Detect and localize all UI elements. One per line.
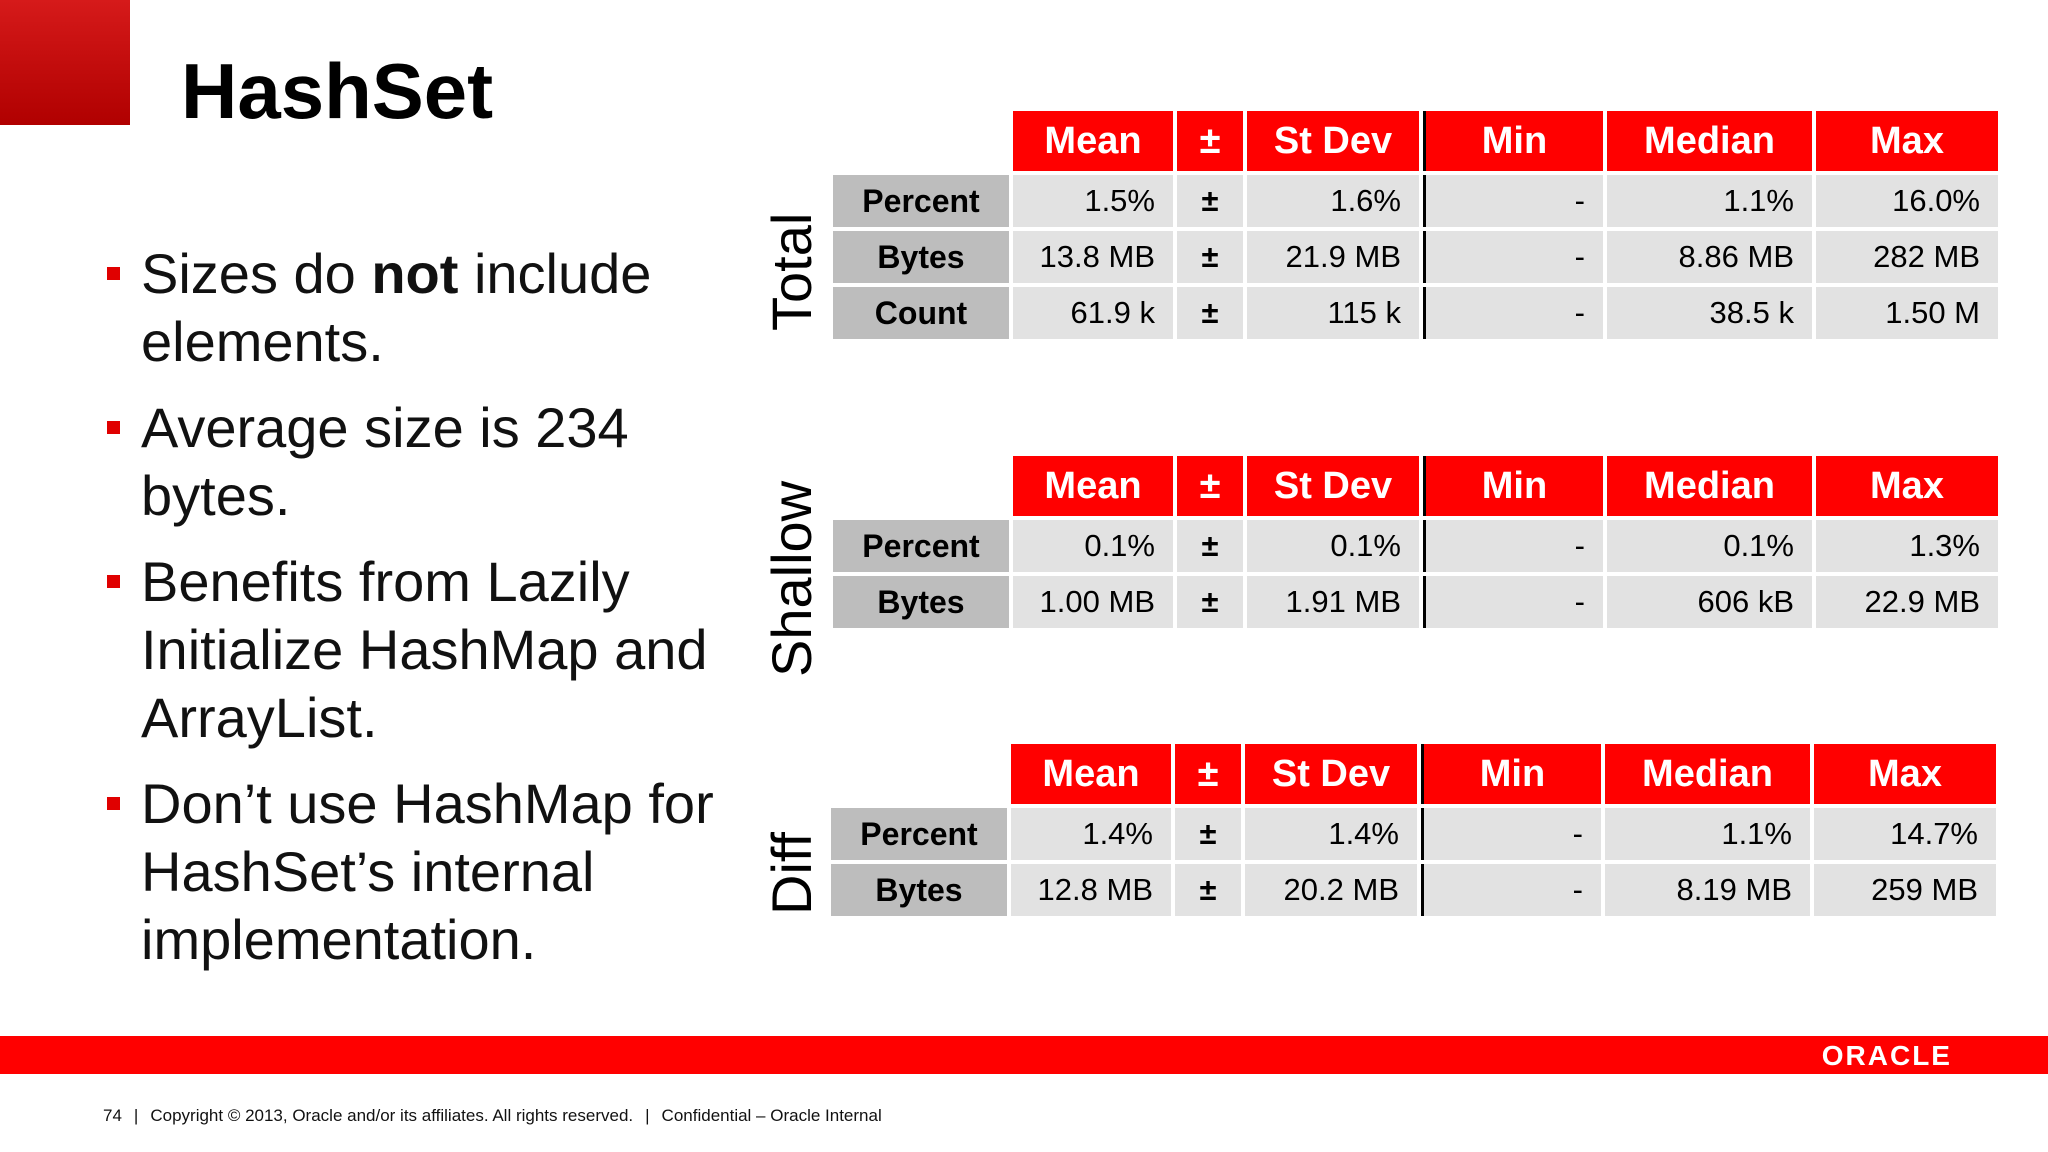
header-median: Median [1605,744,1810,804]
header-min: Min [1421,744,1601,804]
cell-mean: 0.1% [1013,520,1173,572]
bullet-text: include elements. [141,242,652,373]
cell-plus-minus: ± [1175,864,1241,916]
cell-plus-minus: ± [1177,175,1243,227]
row-label: Bytes [833,231,1009,283]
cell-median: 606 kB [1607,576,1812,628]
cell-median: 8.19 MB [1605,864,1810,916]
header-plus-minus: ± [1177,456,1243,516]
header-mean: Mean [1011,744,1171,804]
header-mean: Mean [1013,456,1173,516]
header-max: Max [1814,744,1996,804]
cell-max: 259 MB [1814,864,1996,916]
cell-plus-minus: ± [1177,287,1243,339]
header-blank [831,744,1007,804]
table-row [833,520,1998,572]
footer-info [103,1106,882,1126]
bullet-item [104,394,744,530]
cell-min: - [1423,175,1603,227]
row-label: Count [833,287,1009,339]
bullet-item [104,240,744,376]
cell-mean: 61.9 k [1013,287,1173,339]
header-plus-minus: ± [1177,111,1243,171]
bullet-emphasis: not [371,242,459,305]
header-max: Max [1816,456,1998,516]
cell-max: 22.9 MB [1816,576,1998,628]
section-label-shallow: Shallow [760,480,823,677]
cell-mean: 12.8 MB [1011,864,1171,916]
cell-max: 1.50 M [1816,287,1998,339]
oracle-logo: ORACLE [1821,1040,1952,1071]
bullet-marker-icon [107,421,120,434]
bullet-text: Average size is 234 bytes. [141,396,629,527]
row-label: Bytes [833,576,1009,628]
bullet-item [104,770,744,974]
diff-stats-table [827,740,2000,920]
cell-min: - [1423,287,1603,339]
table-row [833,175,1998,227]
cell-max: 1.3% [1816,520,1998,572]
bullet-marker-icon [107,267,120,280]
table-row [833,231,1998,283]
cell-median: 38.5 k [1607,287,1812,339]
cell-stdev: 21.9 MB [1247,231,1419,283]
bullet-item [104,548,744,752]
cell-max: 282 MB [1816,231,1998,283]
section-label-total: Total [760,212,823,331]
cell-stdev: 0.1% [1247,520,1419,572]
bullet-marker-icon [107,575,120,588]
row-label: Percent [833,175,1009,227]
bullet-marker-icon [107,797,120,810]
header-min: Min [1423,111,1603,171]
section-label-diff: Diff [760,832,823,915]
row-label: Percent [831,808,1007,860]
cell-min: - [1423,231,1603,283]
header-stdev: St Dev [1247,456,1419,516]
header-blank [833,111,1009,171]
header-min: Min [1423,456,1603,516]
cell-min: - [1421,808,1601,860]
cell-stdev: 1.91 MB [1247,576,1419,628]
shallow-stats-table [829,452,2002,632]
cell-plus-minus: ± [1177,520,1243,572]
table-row [831,808,1996,860]
bullet-list [104,240,744,992]
cell-plus-minus: ± [1175,808,1241,860]
cell-median: 8.86 MB [1607,231,1812,283]
table-row [833,287,1998,339]
cell-stdev: 1.4% [1245,808,1417,860]
cell-plus-minus: ± [1177,576,1243,628]
copyright-text: Copyright © 2013, Oracle and/or its affiliates. All rights reserved. [150,1106,634,1125]
cell-min: - [1421,864,1601,916]
cell-stdev: 115 k [1247,287,1419,339]
cell-mean: 1.5% [1013,175,1173,227]
corner-accent-block [0,0,130,125]
header-mean: Mean [1013,111,1173,171]
cell-stdev: 1.6% [1247,175,1419,227]
cell-max: 14.7% [1814,808,1996,860]
cell-mean: 1.00 MB [1013,576,1173,628]
bullet-text: Sizes do [141,242,372,305]
cell-min: - [1423,576,1603,628]
header-median: Median [1607,456,1812,516]
total-stats-table [829,107,2002,343]
cell-median: 1.1% [1607,175,1812,227]
slide-title: HashSet [181,47,494,135]
bullet-text: Benefits from Lazily Initialize HashMap and ArrayList. [141,550,708,749]
header-blank [833,456,1009,516]
footer-accent-bar [0,1036,2048,1074]
page-number: 74 [103,1106,122,1125]
header-stdev: St Dev [1247,111,1419,171]
bullet-text: Don’t use HashMap for HashSet’s internal implementation. [141,772,714,971]
table-row [833,576,1998,628]
cell-mean: 1.4% [1011,808,1171,860]
row-label: Bytes [831,864,1007,916]
header-stdev: St Dev [1245,744,1417,804]
cell-stdev: 20.2 MB [1245,864,1417,916]
cell-median: 1.1% [1605,808,1810,860]
cell-min: - [1423,520,1603,572]
header-max: Max [1816,111,1998,171]
table-row [831,864,1996,916]
cell-mean: 13.8 MB [1013,231,1173,283]
footer-divider: | [645,1106,650,1125]
confidential-text: Confidential – Oracle Internal [661,1106,882,1125]
cell-max: 16.0% [1816,175,1998,227]
header-plus-minus: ± [1175,744,1241,804]
cell-plus-minus: ± [1177,231,1243,283]
header-median: Median [1607,111,1812,171]
cell-median: 0.1% [1607,520,1812,572]
footer-divider: | [133,1106,139,1125]
row-label: Percent [833,520,1009,572]
